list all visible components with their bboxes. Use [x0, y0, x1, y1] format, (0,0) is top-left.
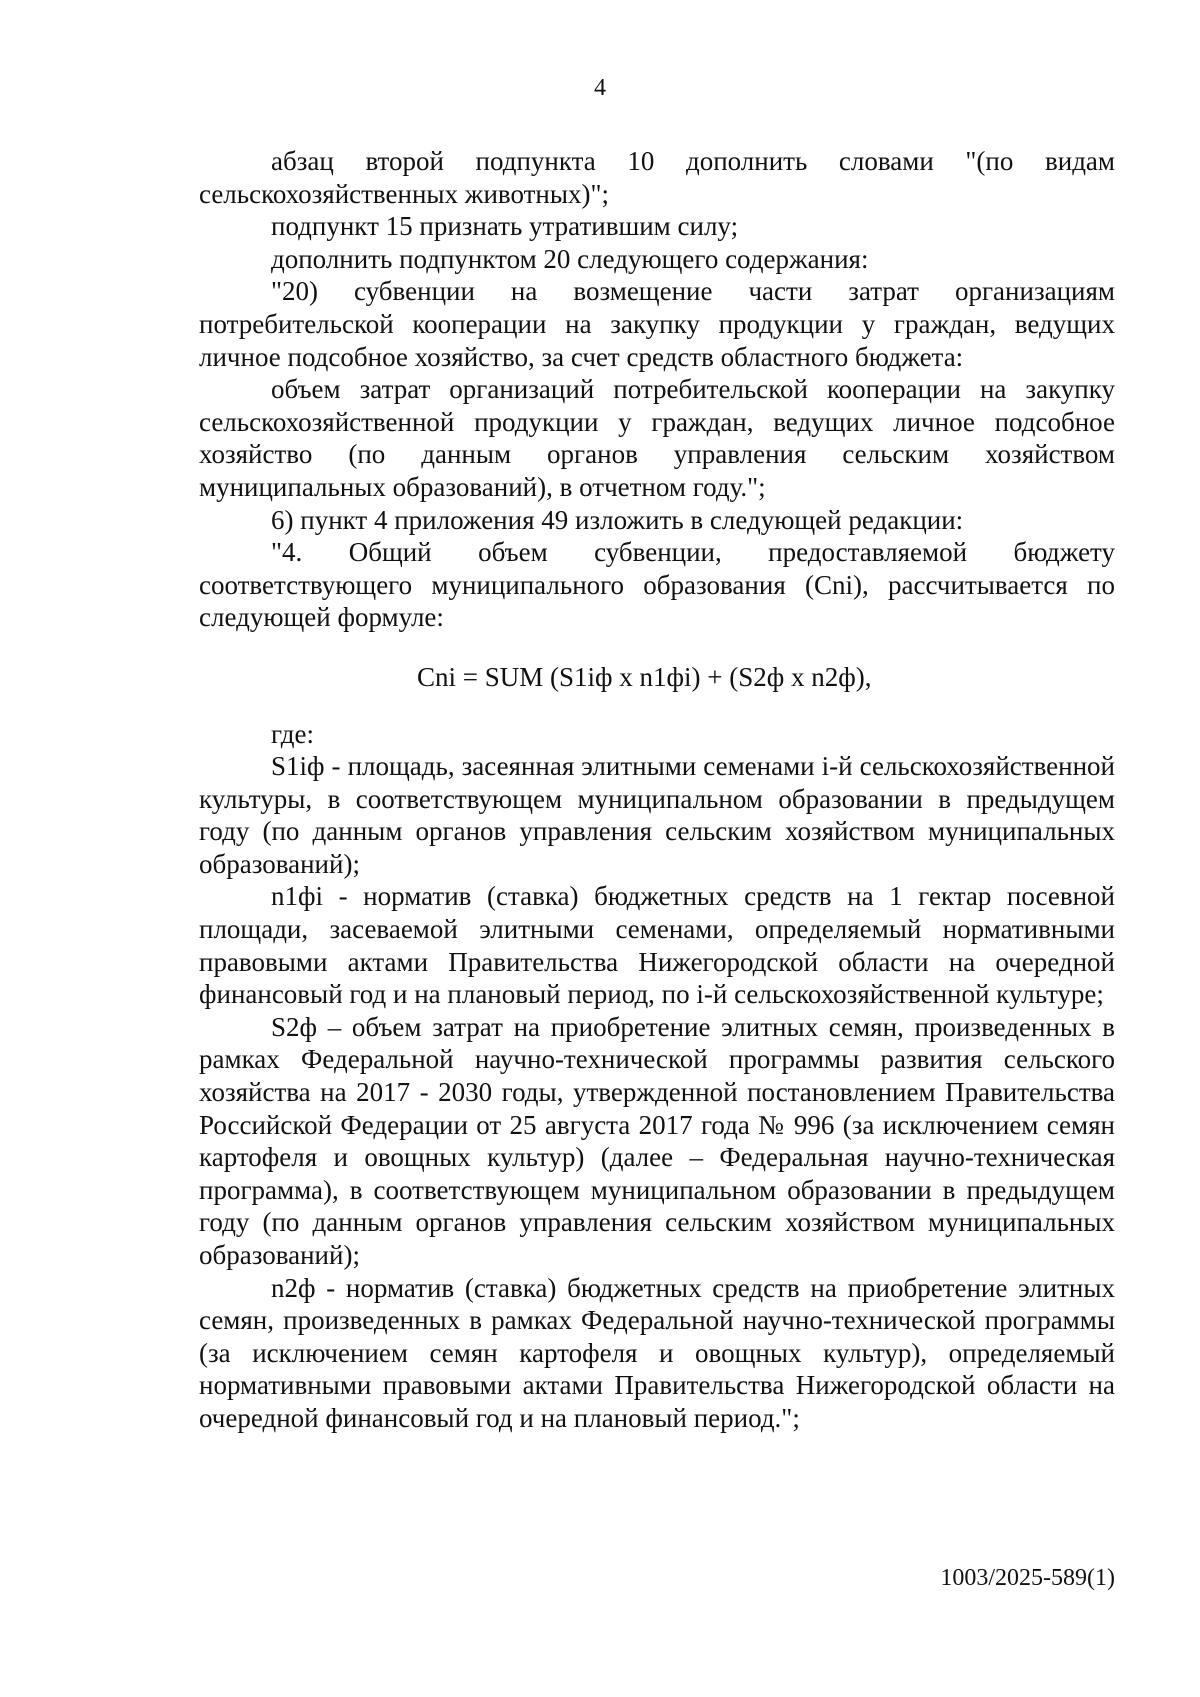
paragraph-appendix-49: 6) пункт 4 приложения 49 изложить в следующей редакции: — [271, 504, 964, 535]
paragraph-cost-volume: объем затрат организаций потребительской кооперации на закупку сельскохозяйственной продукции у граждан, ведущих личное подсобное хозяйство (по данным органов управления сельским хозяйством муниципальных образований), в отчетном году."; — [199, 374, 1115, 502]
document-code: 1003/2025-589(1) — [940, 1565, 1115, 1591]
definitions-intro: где: — [271, 718, 314, 749]
definition-n2f: n2ф - норматив (ставка) бюджетных средств на приобретение элитных семян, произведенных в рамках Федеральной научно-технической программы (за исключением семян картофеля и овощных культур), определяемый нормативными правовыми актами Правительства Нижегородской области на очередной финансовый год и на плановый период."; — [199, 1272, 1115, 1433]
definition-s1if: S1iф - площадь, засеянная элитными семенами i-й сельскохозяйственной культуры, в соответствующем муниципальном образовании в предыдущем году (по данным органов управления сельским хозяйством муниципальных образований); — [199, 751, 1115, 879]
paragraph-subpoint-15-void: подпункт 15 признать утратившим силу; — [271, 211, 739, 242]
paragraph-subpoint-20-text: "20) субвенции на возмещение части затрат организациям потребительской кооперации на закупку продукции у граждан, ведущих личное подсобное хозяйство, за счет средств областного бюджета: — [199, 276, 1115, 372]
page-number: 4 — [594, 75, 606, 101]
definition-n1fi: n1фi - норматив (ставка) бюджетных средств на 1 гектар посевной площади, засеваемой элитными семенами, определяемый нормативными правовыми актами Правительства Нижегородской области на очередной финансовый год и на плановый период, по i-й сельскохозяйственной культуре; — [199, 881, 1115, 1010]
paragraph-add-subpoint-20: дополнить подпунктом 20 следующего содержания: — [271, 243, 869, 274]
paragraph-general-volume: "4. Общий объем субвенции, предоставляемой бюджету соответствующего муниципального образования (Cni), рассчитывается по следующей формуле: — [199, 537, 1115, 633]
paragraph-amend-subpoint-10: абзац второй подпункта 10 дополнить словами "(по видам сельскохозяйственных животных)"; — [199, 146, 1115, 209]
document-body — [199, 145, 1115, 1435]
formula: Cni = SUM (S1iф x n1фi) + (S2ф x n2ф), — [417, 661, 872, 692]
definition-s2f: S2ф – объем затрат на приобретение элитных семян, произведенных в рамках Федеральной научно-технической программы развития сельского хозяйства на 2017 - 2030 годы, утвержденной постановлением Правительства Российской Федерации от 25 августа 2017 года № 996 (за исключением семян картофеля и овощных культур) (далее – Федеральная научно-техническая программа), в соответствующем муниципальном образовании в предыдущем году (по данным органов управления сельским хозяйством муниципальных образований); — [199, 1011, 1115, 1270]
